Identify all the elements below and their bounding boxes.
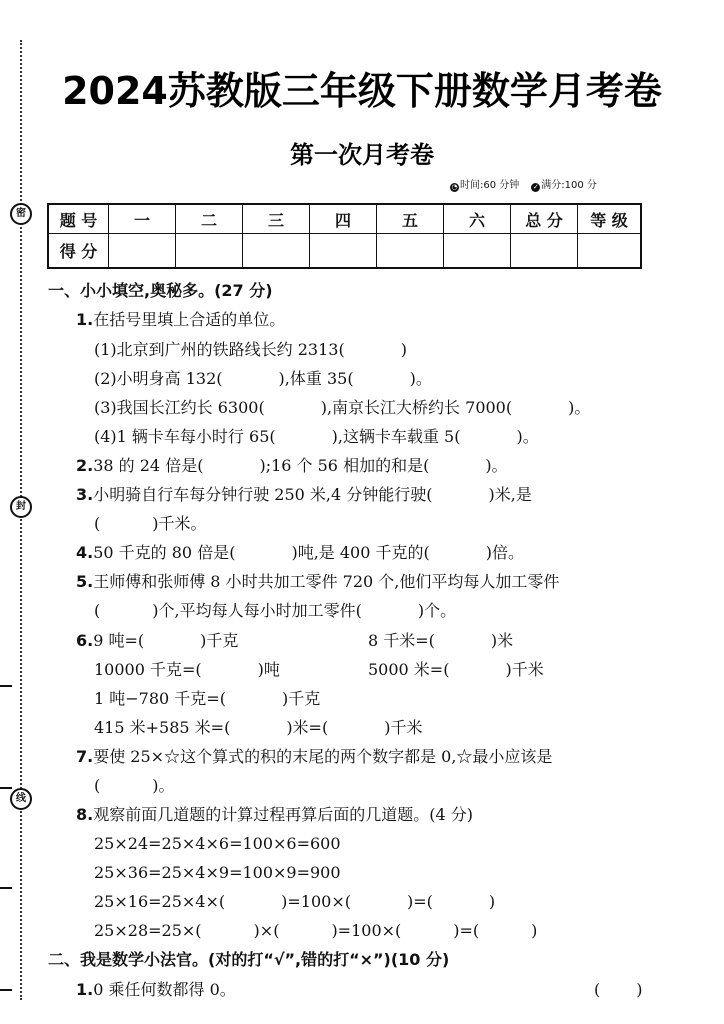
question-number: 4.	[76, 543, 94, 562]
page-title: 2024苏教版三年级下册数学月考卷	[62, 69, 662, 113]
seal-feng-icon: 封	[10, 496, 32, 518]
text: (2)小明身高 132(	[94, 369, 223, 388]
cell-total: 总 分	[511, 204, 578, 234]
cell-section-6: 六	[444, 204, 511, 234]
question-6-row-1	[76, 631, 238, 651]
text: )个。	[417, 601, 457, 620]
question-text: 在括号里填上合适的单位。	[93, 310, 286, 329]
text: )吨	[257, 660, 280, 679]
question-8	[76, 805, 473, 825]
question-4	[76, 543, 524, 563]
text: )	[488, 892, 496, 911]
text: )。	[516, 427, 539, 446]
text: (4)1 辆卡车每小时行 65(	[94, 427, 276, 446]
score-table-header-row	[48, 204, 641, 234]
text: )米	[490, 631, 514, 650]
margin-tick	[0, 989, 12, 991]
q8-problem-3	[94, 892, 495, 912]
question-2	[76, 456, 508, 476]
text: 9 吨=(	[93, 631, 145, 650]
text: 1 吨−780 千克=(	[94, 689, 226, 708]
text: (	[594, 980, 601, 999]
score-input-4[interactable]	[310, 234, 377, 269]
seal-xian-icon: 线	[10, 788, 32, 810]
question-number: 8.	[76, 805, 94, 824]
score-input-total[interactable]	[511, 234, 578, 269]
text: )。	[568, 398, 591, 417]
text: )。	[485, 456, 508, 475]
question-6-row-2-right	[368, 660, 544, 680]
text: 8 千米=(	[368, 631, 435, 650]
margin-tick	[0, 685, 12, 687]
text: )千米	[505, 660, 544, 679]
question-3-cont	[94, 514, 207, 534]
score-label: 满分:100 分	[541, 180, 597, 191]
text: )=(	[453, 921, 480, 940]
score-input-6[interactable]	[444, 234, 511, 269]
margin-tick	[0, 787, 12, 789]
section-1-heading: 一、小小填空,奥秘多。(27 分)	[48, 281, 273, 300]
text: (1)北京到广州的铁路线长约 2313(	[94, 340, 345, 359]
text: 小明骑自行车每分钟行驶 250 米,4 分钟能行驶(	[93, 485, 433, 504]
cell-section-1: 一	[109, 204, 176, 234]
cell-section-2: 二	[176, 204, 243, 234]
time-label: 时间:60 分钟	[460, 180, 520, 191]
text: )倍。	[485, 543, 524, 562]
text: )×(	[253, 921, 280, 940]
question-3	[76, 485, 532, 505]
question-6-row-3	[94, 689, 320, 709]
score-input-2[interactable]	[176, 234, 243, 269]
q8-problem-4	[94, 921, 537, 941]
text: (	[94, 601, 101, 620]
section-2-question-1	[76, 980, 236, 1000]
question-number: 5.	[76, 572, 94, 591]
text: )。	[152, 776, 175, 795]
text: )千克	[281, 689, 321, 708]
cell-score-label: 得 分	[48, 234, 109, 269]
question-number: 2.	[76, 456, 94, 475]
text: 5000 米=(	[368, 660, 450, 679]
q1-item-2	[94, 369, 432, 389]
text: 25×28=25×(	[94, 921, 202, 940]
text: )	[531, 921, 538, 940]
text: )=(	[406, 892, 433, 911]
text: 要使 25×☆这个算式的积的末尾的两个数字都是 0,☆最小应该是	[93, 747, 553, 766]
question-6-row-1-right	[368, 631, 513, 651]
score-input-grade[interactable]	[578, 234, 642, 269]
question-5	[76, 572, 559, 592]
text: );16 个 56 相加的和是(	[259, 456, 430, 475]
text: (3)我国长江约长 6300(	[94, 398, 265, 417]
q1-item-4	[94, 427, 539, 447]
question-number: 3.	[76, 485, 94, 504]
q1-item-1	[94, 340, 407, 360]
cell-grade: 等 级	[578, 204, 642, 234]
score-input-5[interactable]	[377, 234, 444, 269]
text: 50 千克的 80 倍是(	[93, 543, 236, 562]
question-7	[76, 747, 552, 767]
text: (	[94, 776, 101, 795]
section-2-heading: 二、我是数学小法官。(对的打“√”,错的打“×”)(10 分)	[48, 950, 450, 969]
text: )=100×(	[331, 921, 402, 940]
judge-answer-box[interactable]	[594, 980, 643, 1000]
cell-section-5: 五	[377, 204, 444, 234]
score-table-score-row	[48, 234, 641, 269]
text: )千米	[384, 718, 423, 737]
seal-mi-icon: 密	[10, 203, 32, 225]
question-6-row-2	[94, 660, 280, 680]
clock-icon: ◔	[451, 183, 458, 191]
margin-tick	[0, 887, 12, 889]
binding-dotted-line	[20, 40, 22, 1000]
score-table	[47, 203, 642, 269]
text: )	[636, 980, 643, 999]
question-text: 0 乘任何数都得 0。	[93, 980, 236, 999]
cell-section-4: 四	[310, 204, 377, 234]
question-7-cont	[94, 776, 175, 796]
text: ),南京长江大桥约长 7000(	[320, 398, 513, 417]
text: )米,是	[488, 485, 532, 504]
text: 10000 千克=(	[94, 660, 202, 679]
question-number: 7.	[76, 747, 94, 766]
text: )吨,是 400 千克的(	[291, 543, 430, 562]
question-6-row-4	[94, 718, 422, 738]
check-icon: ✓	[532, 183, 539, 191]
text: )千克	[200, 631, 239, 650]
text: ),这辆卡车载重 5(	[331, 427, 461, 446]
text: )=100×(	[281, 892, 351, 911]
question-number: 1.	[76, 980, 94, 999]
text: )米=(	[286, 718, 329, 737]
score-input-1[interactable]	[109, 234, 176, 269]
text: 25×16=25×4×(	[94, 892, 226, 911]
q1-item-3	[94, 398, 590, 418]
text: 38 的 24 倍是(	[93, 456, 204, 475]
exam-meta	[450, 176, 597, 192]
q8-example-2: 25×36=25×4×9=100×9=900	[94, 863, 341, 882]
text: )	[400, 340, 407, 359]
question-text: 观察前面几道题的计算过程再算后面的几道题。(4 分)	[93, 805, 473, 824]
page-subtitle: 第一次月考卷	[290, 141, 434, 169]
question-number: 6.	[76, 631, 94, 650]
question-5-cont	[94, 601, 456, 621]
text: (	[94, 514, 101, 533]
text: 王师傅和张师傅 8 小时共加工零件 720 个,他们平均每人加工零件	[93, 572, 560, 591]
cell-question-number-label: 题 号	[48, 204, 109, 234]
question-number: 1.	[76, 310, 94, 329]
score-input-3[interactable]	[243, 234, 310, 269]
text: ),体重 35(	[278, 369, 354, 388]
cell-section-3: 三	[243, 204, 310, 234]
text: )千米。	[152, 514, 207, 533]
text: )。	[409, 369, 432, 388]
q8-example-1: 25×24=25×4×6=100×6=600	[94, 834, 341, 853]
question-1	[76, 310, 285, 330]
text: )个,平均每人每小时加工零件(	[152, 601, 362, 620]
text: 415 米+585 米=(	[94, 718, 231, 737]
